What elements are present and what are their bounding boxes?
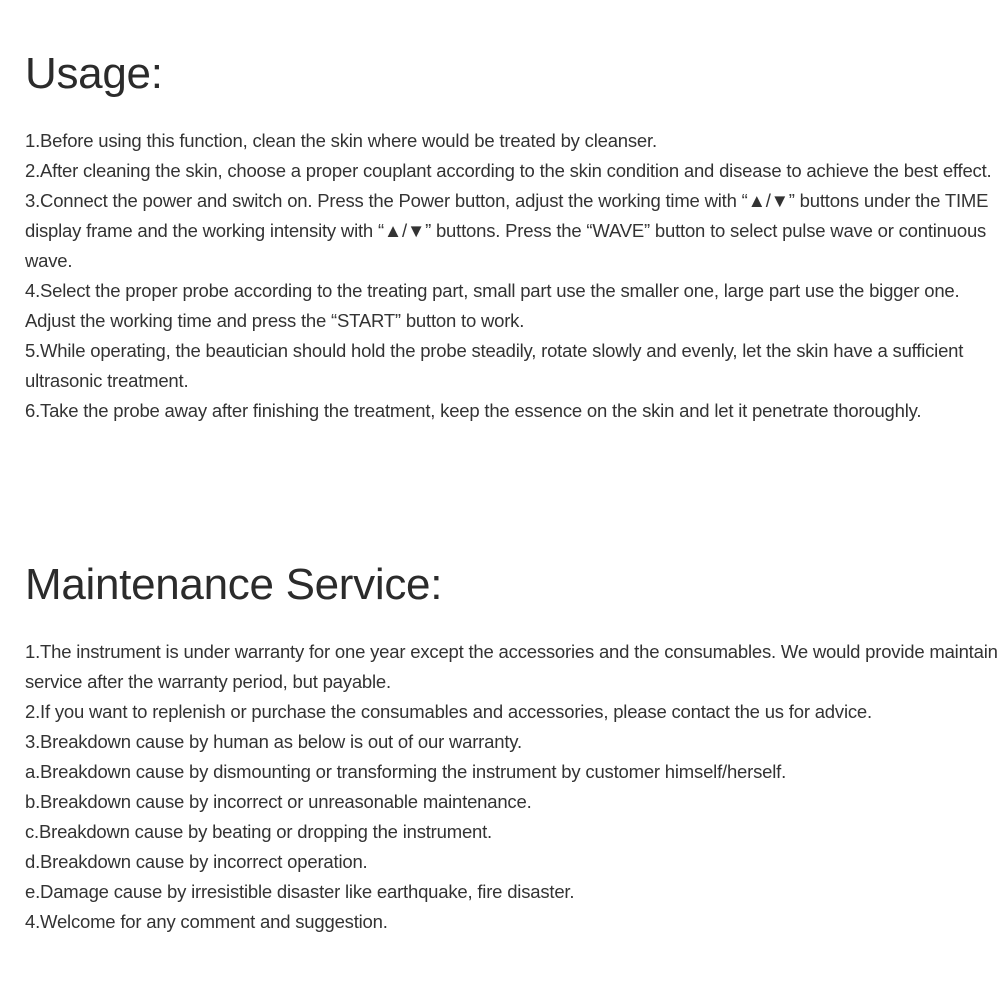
maintenance-item: 1.The instrument is under warranty for one year except the accessories and the consumables. We would provide maintain service after the warranty period, but payable. [25, 641, 998, 692]
maintenance-item: b.Breakdown cause by incorrect or unreasonable maintenance. [25, 791, 532, 812]
maintenance-heading: Maintenance Service: [25, 560, 443, 609]
usage-section [25, 48, 1000, 426]
usage-item: 4.Select the proper probe according to the treating part, small part use the smaller one, large part use the bigger one. Adjust the working time and press the “START” button to work. [25, 280, 960, 331]
usage-item: 6.Take the probe away after finishing the treatment, keep the essence on the skin and let it penetrate thoroughly. [25, 400, 922, 421]
usage-heading: Usage: [25, 49, 163, 98]
usage-item: 3.Connect the power and switch on. Press the Power button, adjust the working time with “▲/▼” buttons under the TIME display frame and the working intensity with “▲/▼” buttons. Press the “WAVE” button to select pulse wave or continuous wave. [25, 190, 989, 271]
maintenance-item: 3.Breakdown cause by human as below is out of our warranty. [25, 731, 522, 752]
document-page [25, 0, 1000, 1000]
maintenance-item: e.Damage cause by irresistible disaster like earthquake, fire disaster. [25, 881, 575, 902]
maintenance-item: d.Breakdown cause by incorrect operation. [25, 851, 368, 872]
maintenance-section [25, 559, 1000, 937]
maintenance-list [25, 637, 1000, 937]
usage-list [25, 126, 1000, 426]
maintenance-item: 2.If you want to replenish or purchase the consumables and accessories, please contact the us for advice. [25, 701, 872, 722]
maintenance-item: a.Breakdown cause by dismounting or transforming the instrument by customer himself/herself. [25, 761, 787, 782]
maintenance-item: c.Breakdown cause by beating or dropping the instrument. [25, 821, 492, 842]
maintenance-item: 4.Welcome for any comment and suggestion. [25, 911, 388, 932]
usage-item: 5.While operating, the beautician should hold the probe steadily, rotate slowly and evenly, let the skin have a sufficient ultrasonic treatment. [25, 340, 964, 391]
usage-item: 2.After cleaning the skin, choose a proper couplant according to the skin condition and disease to achieve the best effect. [25, 160, 992, 181]
usage-item: 1.Before using this function, clean the skin where would be treated by cleanser. [25, 130, 657, 151]
